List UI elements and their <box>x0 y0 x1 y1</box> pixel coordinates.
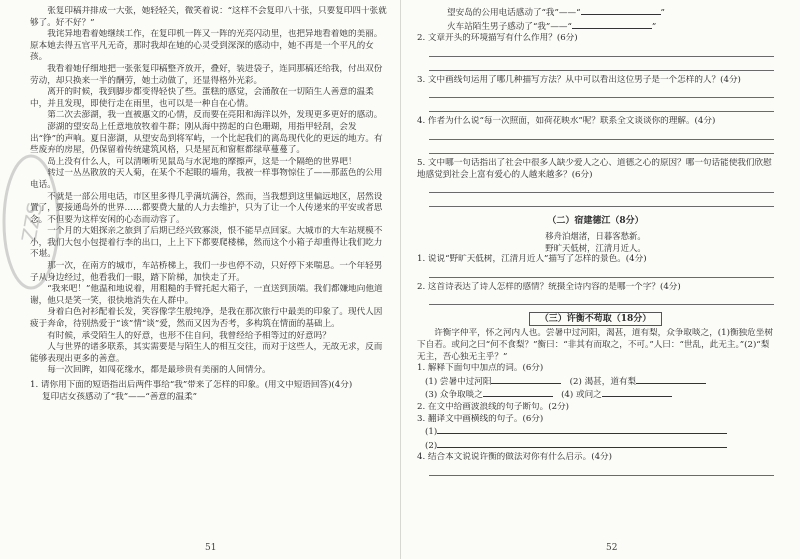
article-paragraph: 澎湖的望安岛上任意地放牧着牛群；刚从海中捞起的白色珊瑚，用指甲轻刮，会发出“铮”的声响。夏日澎湖，从望安岛到将军屿，一个比起我们的离岛现代化的更远的地方。有些废弃的房屋，仍保留着传统建筑风格，只是屋瓦和窗框都绿草蔓蔓了。 <box>30 121 383 156</box>
article-paragraph: 不就是一部公用电话，市区里多得几乎满坑满谷，然而，当我想到这里偏远地区，居然设置了，要接通岛外的世界……都要费大量的人力去维护，只为了让一个人传递来的平安或者思念。不但要为这样安闲的心态而动容了。 <box>30 191 383 225</box>
article-paragraph: 张复印稿并排成一大张，她轻轻关，微笑着说：“这样不会复印八十张，只要复印四十张就够了。好不好？” <box>30 6 387 28</box>
question-c-1-row-2: (3) 众争取啖之 (4) 或问之 <box>417 388 774 402</box>
question-a-2: 2. 文章开头的环境描写有什么作用？(6分) <box>417 33 578 44</box>
question-c-3: 3. 翻译文中画横线的句子。(6分) <box>417 413 544 424</box>
classical-passage: 许衡字仲平，怀之河内人也。尝暑中过河阳，渴甚，道有梨，众争取啖之，(1)衡独危坐树下自若。或问之曰“何不食梨？”衡曰：“非其有而取之，不可。”人曰：“世乱，此无主。”(2)“梨无主，吾心独无主乎？” <box>417 328 773 362</box>
left-article <box>30 6 388 377</box>
question-b-1: 1. 说说“野旷天低树，江清月近人”描写了怎样的景色。(4分) <box>417 254 647 265</box>
question-a-4: 4. 作者为什么说“每一次照面，如荷花映水”呢？联系全文谈谈你的理解。(4分) <box>417 116 716 127</box>
question-c-4: 4. 结合本文说说许衡的做法对你有什么启示。(4分) <box>417 452 612 463</box>
answer-line[interactable] <box>429 102 774 112</box>
article-paragraph: 岛上没有什么人，可以清晰听见鼠岛与水泥地的摩擦声，这是一个隔绝的世界吧！ <box>47 156 357 167</box>
answer-line[interactable] <box>429 268 774 278</box>
article-paragraph: 一个月的大姐探亲之旅到了后期已经兴致寡淡，恨不能早点回家。大城市的大车站规模不小，我们大包小包提着行李的出口，上上下下都要爬楼梯，然而这个小箱子却重得让我们吃力不堪。 <box>30 226 383 260</box>
page-number-left: 51 <box>205 543 217 553</box>
answer-line[interactable] <box>429 144 774 154</box>
question-a-5: 5. 文中哪一句话指出了社会中很多人缺少爱人之心、道德之心的原因？哪一句话能使我们欣慰地感觉到社会上富有爱心的人越来越多？(6分) <box>417 157 772 180</box>
answer-line[interactable] <box>429 47 774 57</box>
answer-line[interactable] <box>429 295 774 305</box>
poem-line-1: 移舟泊烟渚，日暮客愁新。 <box>545 231 646 242</box>
article-paragraph: 每一次回眸，如闯花缘水，都是最珍贵有美丽的人间情分。 <box>47 365 271 376</box>
section-2-title: （二）宿建德江（8分） <box>547 216 644 227</box>
svg-text:ZZS: ZZS <box>16 200 48 245</box>
question-c-2: 2. 在文中给画波浪线的句子断句。(2分) <box>417 401 570 412</box>
article-paragraph: 人与世界的诸多联系，其实需要是与陌生人的相互交往，而对于这些人，无故无求，反而能够表现出更多的善意。 <box>30 342 383 364</box>
question-c-3-item-2: (2) <box>417 439 774 453</box>
question-c-3-item-1: (1) <box>417 425 774 439</box>
answer-line[interactable] <box>429 61 774 71</box>
watermark-stamp <box>2 150 60 295</box>
article-paragraph: 身着白色衬衫配着长发，笑容像学生般纯净，是我在那次旅行中最美的印象了。现代人因疲于奔命，待别热爱于“该”情“谈”爱，然而又因为否考，多构筑在情面的基础上。 <box>30 307 383 330</box>
left-question-1: 1. 请你用下面的短语指出后两件事给“我”带来了怎样的印象。(用文中短语回答)(4分) <box>30 380 353 390</box>
intro-line-2: 火车站陌生男子感动了“我”——“ ” <box>447 21 657 32</box>
answer-line[interactable] <box>429 88 774 98</box>
article-paragraph: 我看着她仔细地把一张张复印稿整齐放开，叠好，装进袋子，连同那稿还给我，付出双份劳动，却只换来一半的酬劳，她土动做了，还显得格外光彩。 <box>30 63 383 86</box>
intro-line-1: 望安岛的公用电话感动了“我”——“ ” <box>447 8 665 18</box>
article-paragraph: 那一次，在南方的城市，车站桥梯上，我们一步也停不动，只好停下来喘息。一个年轻男子从身边经过，他看我们一眼，踏下阶梯，加快走了开。 <box>30 261 383 283</box>
question-b-2: 2. 这首诗表达了诗人怎样的感情？统摄全诗内容的是哪一个字？(4分) <box>417 281 681 292</box>
article-paragraph: 有时候，承受陌生人的好意，也形不住自问，我曾经给予相等过的好意吗？ <box>47 330 331 341</box>
article-paragraph: “我来吧！”他温和地说着，用粗糙的手臂托起大箱子，一直送到顶端。我们都嫌地向他道谢，他只是笑一笑，很快地消失在人群中。 <box>30 284 383 306</box>
answer-line[interactable] <box>429 183 774 193</box>
article-paragraph: 转过一丛丛散放的天人菊，在某个不起眼的墙角，我被一样事物惊住了——那蓝色的公用电话。 <box>30 168 383 190</box>
page-number-right: 52 <box>606 543 618 553</box>
left-question-1-answer: 复印店女孩感动了“我”——“善意的温柔” <box>42 391 198 402</box>
section-3-title: （三）许衡不苟取（18分） <box>417 311 774 324</box>
question-c-1-row-1: (1) 尝暑中过河阳 (2) 渴甚，道有梨 <box>417 375 774 389</box>
question-c-1: 1. 解释下面句中加点的词。(6分) <box>417 363 544 374</box>
article-paragraph: 离开的时候，我到脚步都变得轻快了些。蛋糕的感觉，会涌散在一切陌生人善意的温柔中，并且发现，即使行走在雨里，也可以是一种自在心情。 <box>30 87 374 109</box>
right-page <box>400 0 800 559</box>
article-paragraph: 我诧异地看着她继续工作，在复印机一阵又一阵的光亮闪动里，也把异地看着她的美丽。原本她去得五官平凡无奇，那时我却在她的心灵受到深深的感动中，她不再是一个平凡的女孩。 <box>30 29 383 63</box>
answer-line[interactable] <box>429 197 774 207</box>
answer-line[interactable] <box>429 130 774 140</box>
article-paragraph: 第二次去澎湖，我一直被惠文的心情，反而要在亮阳和海洋以外，发现更多更好的感动。 <box>47 110 383 121</box>
question-a-3: 3. 文中画线句运用了哪几种描写方法？从中可以看出这位男子是一个怎样的人？(4分) <box>417 74 741 85</box>
answer-line[interactable] <box>429 466 774 476</box>
poem-line-2: 野旷天低树，江清月近人。 <box>545 243 646 254</box>
